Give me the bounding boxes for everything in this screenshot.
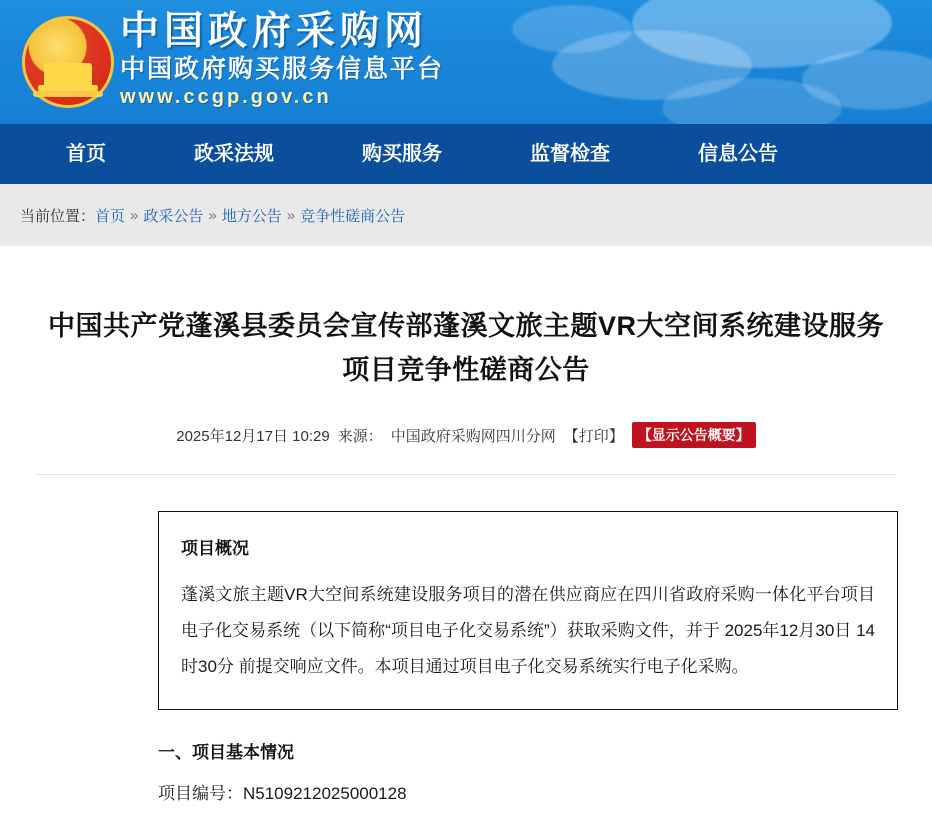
site-brand: [120, 10, 444, 110]
section-heading-basic-info: 一、项目基本情况: [158, 743, 294, 762]
star-icon: ★: [60, 40, 76, 59]
project-overview-box: [158, 511, 898, 710]
china-national-emblem-icon: [22, 16, 114, 108]
breadcrumb-separator: »: [130, 206, 139, 224]
breadcrumb: [0, 184, 932, 246]
breadcrumb-item-competitive-negotiation[interactable]: 竞争性磋商公告: [300, 207, 406, 225]
source-name: 中国政府采购网四川分网: [390, 427, 556, 445]
breadcrumb-item-notices[interactable]: 政采公告: [143, 207, 204, 225]
breadcrumb-separator: »: [208, 206, 217, 224]
breadcrumb-separator: »: [286, 206, 296, 224]
tiananmen-gate-shape: [44, 63, 92, 85]
main-navigation: [0, 124, 932, 184]
nav-item-regulations[interactable]: 政采法规: [194, 143, 274, 165]
wheat-ears-shape: [33, 91, 103, 97]
article-meta: [18, 422, 914, 448]
nav-item-announcements[interactable]: 信息公告: [698, 143, 778, 165]
project-overview-text: 蓬溪文旅主题VR大空间系统建设服务项目的潜在供应商应在四川省政府采购一体化平台项目电子化交易系统（以下简称“项目电子化交易系统”）获取采购文件，并于 2025年12月30日 14时30分 前提交响应文件。本项目通过项目电子化交易系统实行电子化采购。: [181, 585, 875, 676]
site-title-secondary: 中国政府购买服务信息平台: [120, 55, 445, 83]
page-title: 中国共产党蓬溪县委员会宣传部蓬溪文旅主题VR大空间系统建设服务项目竞争性磋商公告: [47, 311, 884, 385]
site-title-primary: 中国政府采购网: [120, 10, 429, 53]
nav-item-home[interactable]: 首页: [66, 143, 106, 165]
site-header-banner: [0, 0, 932, 124]
site-url: www.ccgp.gov.cn: [120, 86, 332, 108]
print-button[interactable]: 【打印】: [563, 427, 624, 445]
show-summary-button[interactable]: 【显示公告概要】: [632, 422, 756, 448]
project-number-line: 项目编号：N5109212025000128: [158, 784, 407, 803]
breadcrumb-label: 当前位置：: [20, 207, 96, 225]
breadcrumb-item-home[interactable]: 首页: [95, 207, 126, 225]
article-card: [18, 246, 914, 833]
project-overview-heading: 项目概况: [181, 539, 249, 558]
breadcrumb-item-local-notices[interactable]: 地方公告: [221, 207, 282, 225]
publish-date: 2025年12月17日 10:29: [176, 427, 330, 445]
nav-item-supervision[interactable]: 监督检查: [530, 143, 610, 165]
divider: [36, 474, 896, 475]
source-label: 来源：: [337, 427, 383, 445]
cloud-decoration-icon: [512, 5, 632, 53]
nav-item-purchase-service[interactable]: 购买服务: [362, 143, 442, 165]
